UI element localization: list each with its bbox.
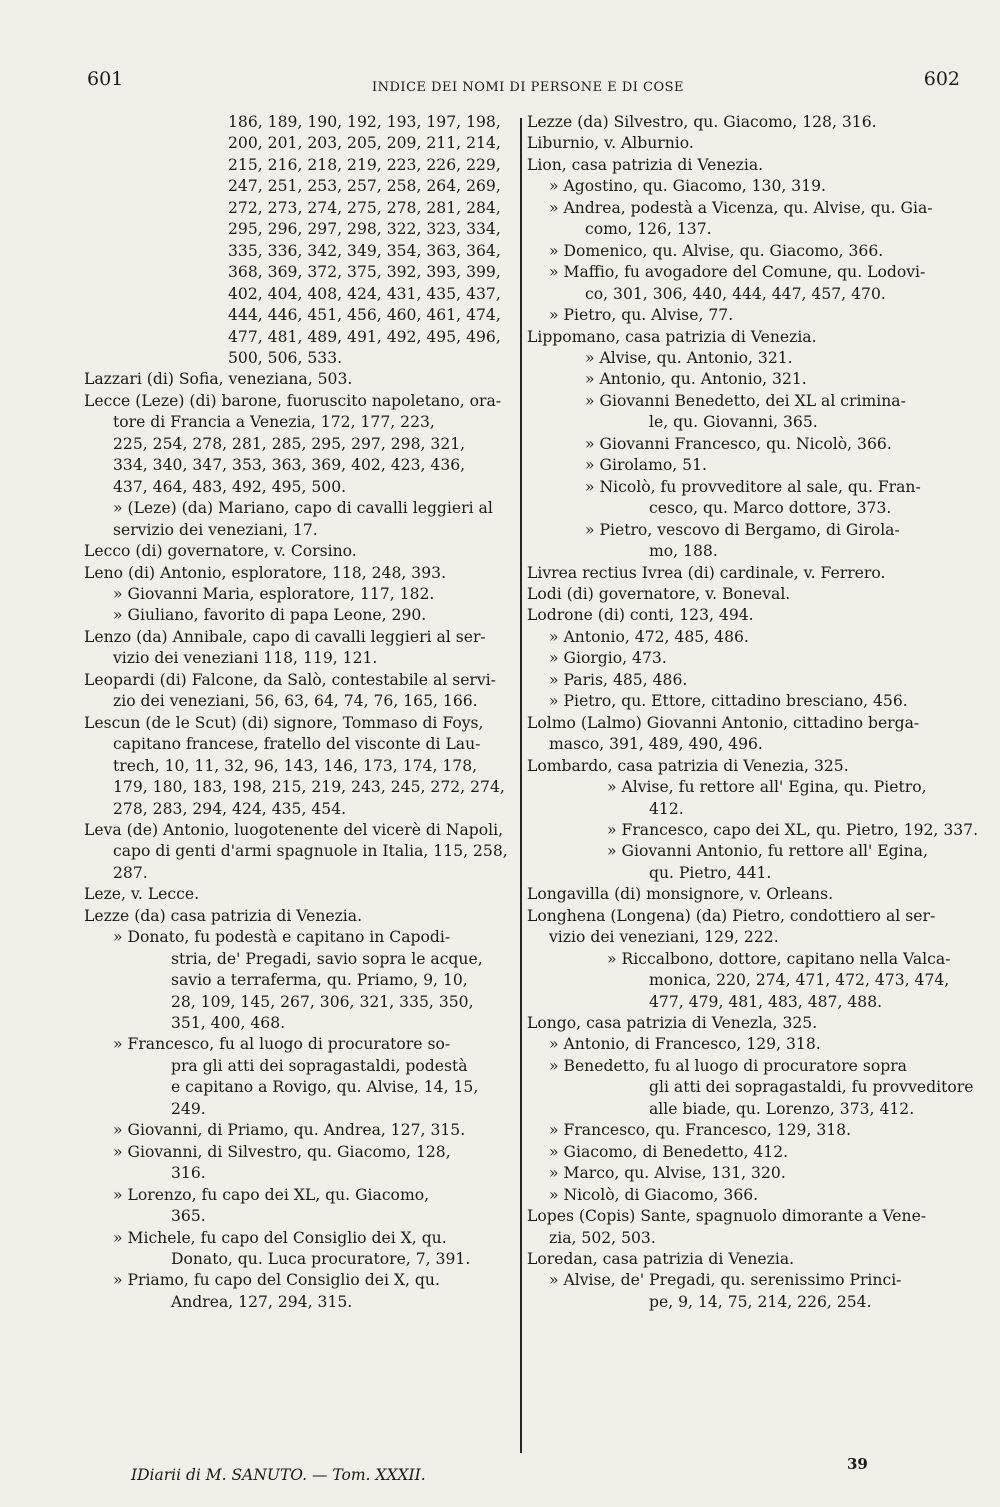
left-line: capitano francese, fratello del visconte di Lau- bbox=[113, 735, 481, 754]
right-line: » Pietro, qu. Ettore, cittadino bresciano, 456. bbox=[549, 692, 908, 711]
right-line: Longo, casa patrizia di Venezla, 325. bbox=[527, 1014, 818, 1033]
right-line: » Maffio, fu avogadore del Comune, qu. Lodovi- bbox=[549, 263, 926, 282]
left-line: Leno (di) Antonio, esploratore, 118, 248, 393. bbox=[84, 563, 447, 582]
left-line: vizio dei veneziani 118, 119, 121. bbox=[113, 649, 378, 668]
left-line: 249. bbox=[171, 1099, 206, 1118]
right-line: » Andrea, podestà a Vicenza, qu. Alvise, qu. Gia- bbox=[549, 198, 933, 217]
footer-title: IDiarii di M. SANUTO. — Tom. XXXII. bbox=[131, 1466, 426, 1484]
right-line: » Antonio, qu. Antonio, 321. bbox=[585, 370, 807, 389]
right-line: Lodrone (di) conti, 123, 494. bbox=[527, 606, 754, 625]
right-line: mo, 188. bbox=[649, 542, 718, 561]
left-line: » Giuliano, favorito di papa Leone, 290. bbox=[113, 606, 427, 625]
right-line: » Alvise, qu. Antonio, 321. bbox=[585, 348, 793, 367]
left-column bbox=[84, 112, 514, 1313]
left-line: 200, 201, 203, 205, 209, 211, 214, bbox=[228, 134, 501, 153]
left-line: 437, 464, 483, 492, 495, 500. bbox=[113, 477, 347, 496]
left-line: Leva (de) Antonio, luogotenente del vicerè di Napoli, bbox=[84, 820, 504, 839]
left-line: 334, 340, 347, 353, 363, 369, 402, 423, 436, bbox=[113, 456, 466, 475]
left-line: Lecco (di) governatore, v. Corsino. bbox=[84, 542, 357, 561]
right-line: » Riccalbono, dottore, capitano nella Valca- bbox=[607, 949, 951, 968]
left-line: 186, 189, 190, 192, 193, 197, 198, bbox=[228, 113, 501, 131]
left-line: pra gli atti dei sopragastaldi, podestà bbox=[171, 1056, 468, 1075]
left-line: savio a terraferma, qu. Priamo, 9, 10, bbox=[171, 971, 468, 990]
right-line: Longavilla (di) monsignore, v. Orleans. bbox=[527, 885, 834, 904]
left-line: 278, 283, 294, 424, 435, 454. bbox=[113, 799, 347, 818]
right-line: monica, 220, 274, 471, 472, 473, 474, bbox=[649, 971, 950, 990]
left-line: 500, 506, 533. bbox=[228, 348, 343, 367]
right-line: masco, 391, 489, 490, 496. bbox=[549, 735, 763, 754]
right-line: Lippomano, casa patrizia di Venezia. bbox=[527, 327, 817, 346]
right-line: » Paris, 485, 486. bbox=[549, 670, 688, 689]
left-line: 247, 251, 253, 257, 258, 264, 269, bbox=[228, 177, 501, 196]
left-line: » Lorenzo, fu capo dei XL, qu. Giacomo, bbox=[113, 1185, 430, 1204]
left-line: tore di Francia a Venezia, 172, 177, 223, bbox=[113, 413, 435, 432]
left-line: 179, 180, 183, 198, 215, 219, 243, 245, 272, 274, bbox=[113, 778, 505, 797]
left-line: 351, 400, 468. bbox=[171, 1014, 286, 1033]
right-line: Lion, casa patrizia di Venezia. bbox=[527, 155, 764, 174]
left-line: » Michele, fu capo del Consiglio dei X, qu. bbox=[113, 1228, 447, 1247]
running-title: INDICE DEI NOMI DI PERSONE E DI COSE bbox=[372, 80, 685, 95]
right-line: » Agostino, qu. Giacomo, 130, 319. bbox=[549, 177, 827, 196]
page-number-left: 601 bbox=[87, 68, 124, 90]
right-line: » Giovanni Antonio, fu rettore all' Egina, bbox=[607, 842, 928, 861]
right-line: Lombardo, casa patrizia di Venezia, 325. bbox=[527, 756, 849, 775]
left-line: servizio dei veneziani, 17. bbox=[113, 520, 318, 539]
right-line: co, 301, 306, 440, 444, 447, 457, 470. bbox=[585, 284, 886, 303]
left-line: » Priamo, fu capo del Consiglio dei X, qu. bbox=[113, 1271, 440, 1290]
left-line: Leze, v. Lecce. bbox=[84, 885, 200, 904]
right-line: » Marco, qu. Alvise, 131, 320. bbox=[549, 1164, 786, 1183]
right-line: qu. Pietro, 441. bbox=[649, 863, 772, 882]
left-line: 225, 254, 278, 281, 285, 295, 297, 298, 321, bbox=[113, 434, 466, 453]
right-line: Liburnio, v. Alburnio. bbox=[527, 134, 694, 153]
left-line: » Francesco, fu al luogo di procuratore so- bbox=[113, 1035, 451, 1054]
left-line: 477, 481, 489, 491, 492, 495, 496, bbox=[228, 327, 501, 346]
left-line: 215, 216, 218, 219, 223, 226, 229, bbox=[228, 155, 501, 174]
right-line: » Antonio, 472, 485, 486. bbox=[549, 627, 749, 646]
right-line: » Girolamo, 51. bbox=[585, 456, 707, 475]
right-line: 477, 479, 481, 483, 487, 488. bbox=[649, 992, 883, 1011]
right-line: 412. bbox=[649, 799, 684, 818]
right-line: » Pietro, qu. Alvise, 77. bbox=[549, 306, 734, 325]
right-line: » Domenico, qu. Alvise, qu. Giacomo, 366. bbox=[549, 241, 884, 260]
left-line: Lescun (de le Scut) (di) signore, Tommaso di Foys, bbox=[84, 713, 484, 732]
right-line: » Alvise, fu rettore all' Egina, qu. Pietro, bbox=[607, 778, 927, 797]
left-line: 316. bbox=[171, 1164, 206, 1183]
right-line: » Giovanni Francesco, qu. Nicolò, 366. bbox=[585, 434, 892, 453]
right-line: cesco, qu. Marco dottore, 373. bbox=[649, 499, 892, 518]
left-line: » Giovanni, di Priamo, qu. Andrea, 127, 315. bbox=[113, 1121, 466, 1140]
left-line: 272, 273, 274, 275, 278, 281, 284, bbox=[228, 198, 501, 217]
left-line: Lezze (da) casa patrizia di Venezia. bbox=[84, 906, 363, 925]
column-divider bbox=[520, 118, 522, 1453]
left-line: 365. bbox=[171, 1207, 206, 1226]
signature-mark: 39 bbox=[847, 1455, 868, 1473]
left-line: 368, 369, 372, 375, 392, 393, 399, bbox=[228, 263, 501, 282]
left-line: capo di genti d'armi spagnuole in Italia, 115, 258, bbox=[113, 842, 508, 861]
left-line: 28, 109, 145, 267, 306, 321, 335, 350, bbox=[171, 992, 474, 1011]
right-line: » Antonio, di Francesco, 129, 318. bbox=[549, 1035, 821, 1054]
left-line: Andrea, 127, 294, 315. bbox=[171, 1292, 353, 1311]
left-line: Leopardi (di) Falcone, da Salò, contestabile al servi- bbox=[84, 670, 496, 689]
right-line: alle biade, qu. Lorenzo, 373, 412. bbox=[649, 1099, 915, 1118]
right-line: » Nicolò, di Giacomo, 366. bbox=[549, 1185, 759, 1204]
right-line: » Francesco, qu. Francesco, 129, 318. bbox=[549, 1121, 852, 1140]
right-line: » Francesco, capo dei XL, qu. Pietro, 192, 337. bbox=[607, 820, 979, 839]
right-line: le, qu. Giovanni, 365. bbox=[649, 413, 818, 432]
left-line: 402, 404, 408, 424, 431, 435, 437, bbox=[228, 284, 501, 303]
left-line: 295, 296, 297, 298, 322, 323, 334, bbox=[228, 220, 501, 239]
right-line: Loredan, casa patrizia di Venezia. bbox=[527, 1250, 795, 1269]
right-column bbox=[527, 112, 979, 1313]
right-line: Lopes (Copis) Sante, spagnuolo dimorante a Vene- bbox=[527, 1207, 927, 1226]
left-line: Donato, qu. Luca procuratore, 7, 391. bbox=[171, 1250, 471, 1269]
right-line: Lodi (di) governatore, v. Boneval. bbox=[527, 584, 791, 603]
left-line: Lenzo (da) Annibale, capo di cavalli leggieri al ser- bbox=[84, 627, 486, 646]
left-line: » Giovanni Maria, esploratore, 117, 182. bbox=[113, 584, 435, 603]
left-line: » Giovanni, di Silvestro, qu. Giacomo, 128, bbox=[113, 1142, 451, 1161]
right-line: » Alvise, de' Pregadi, qu. serenissimo Princi- bbox=[549, 1271, 902, 1290]
right-line: » Giacomo, di Benedetto, 412. bbox=[549, 1142, 789, 1161]
left-line: Lecce (Leze) (di) barone, fuoruscito napoletano, ora- bbox=[84, 391, 502, 410]
left-line: » Donato, fu podestà e capitano in Capodi- bbox=[113, 928, 451, 947]
left-line: Lazzari (di) Sofia, veneziana, 503. bbox=[84, 370, 353, 389]
right-line: vizio dei veneziani, 129, 222. bbox=[549, 928, 779, 947]
right-line: » Giorgio, 473. bbox=[549, 649, 667, 668]
right-line: Livrea rectius Ivrea (di) cardinale, v. Ferrero. bbox=[527, 563, 886, 582]
left-line: 287. bbox=[113, 863, 148, 882]
right-line: Lolmo (Lalmo) Giovanni Antonio, cittadino berga- bbox=[527, 713, 920, 732]
right-line: » Pietro, vescovo di Bergamo, di Girola- bbox=[585, 520, 900, 539]
right-line: como, 126, 137. bbox=[585, 220, 712, 239]
right-line: » Giovanni Benedetto, dei XL al crimina- bbox=[585, 391, 906, 410]
right-line: zia, 502, 503. bbox=[549, 1228, 656, 1247]
right-line: Lezze (da) Silvestro, qu. Giacomo, 128, 316. bbox=[527, 113, 877, 131]
right-line: » Nicolò, fu provveditore al sale, qu. Fran- bbox=[585, 477, 921, 496]
left-line: e capitano a Rovigo, qu. Alvise, 14, 15, bbox=[171, 1078, 479, 1097]
right-line: pe, 9, 14, 75, 214, 226, 254. bbox=[649, 1292, 872, 1311]
left-line: trech, 10, 11, 32, 96, 143, 146, 173, 174, 178, bbox=[113, 756, 478, 775]
left-line: 335, 336, 342, 349, 354, 363, 364, bbox=[228, 241, 501, 260]
left-line: zio dei veneziani, 56, 63, 64, 74, 76, 165, 166. bbox=[113, 692, 478, 711]
page-number-right: 602 bbox=[923, 68, 960, 90]
right-line: » Benedetto, fu al luogo di procuratore sopra bbox=[549, 1056, 907, 1075]
right-line: gli atti dei sopragastaldi, fu provveditore bbox=[649, 1078, 974, 1097]
right-line: Longhena (Longena) (da) Pietro, condottiero al ser- bbox=[527, 906, 936, 925]
left-line: stria, de' Pregadi, savio sopra le acque, bbox=[171, 949, 483, 968]
left-line: 444, 446, 451, 456, 460, 461, 474, bbox=[228, 306, 501, 325]
left-line: » (Leze) (da) Mariano, capo di cavalli leggieri al bbox=[113, 499, 493, 518]
